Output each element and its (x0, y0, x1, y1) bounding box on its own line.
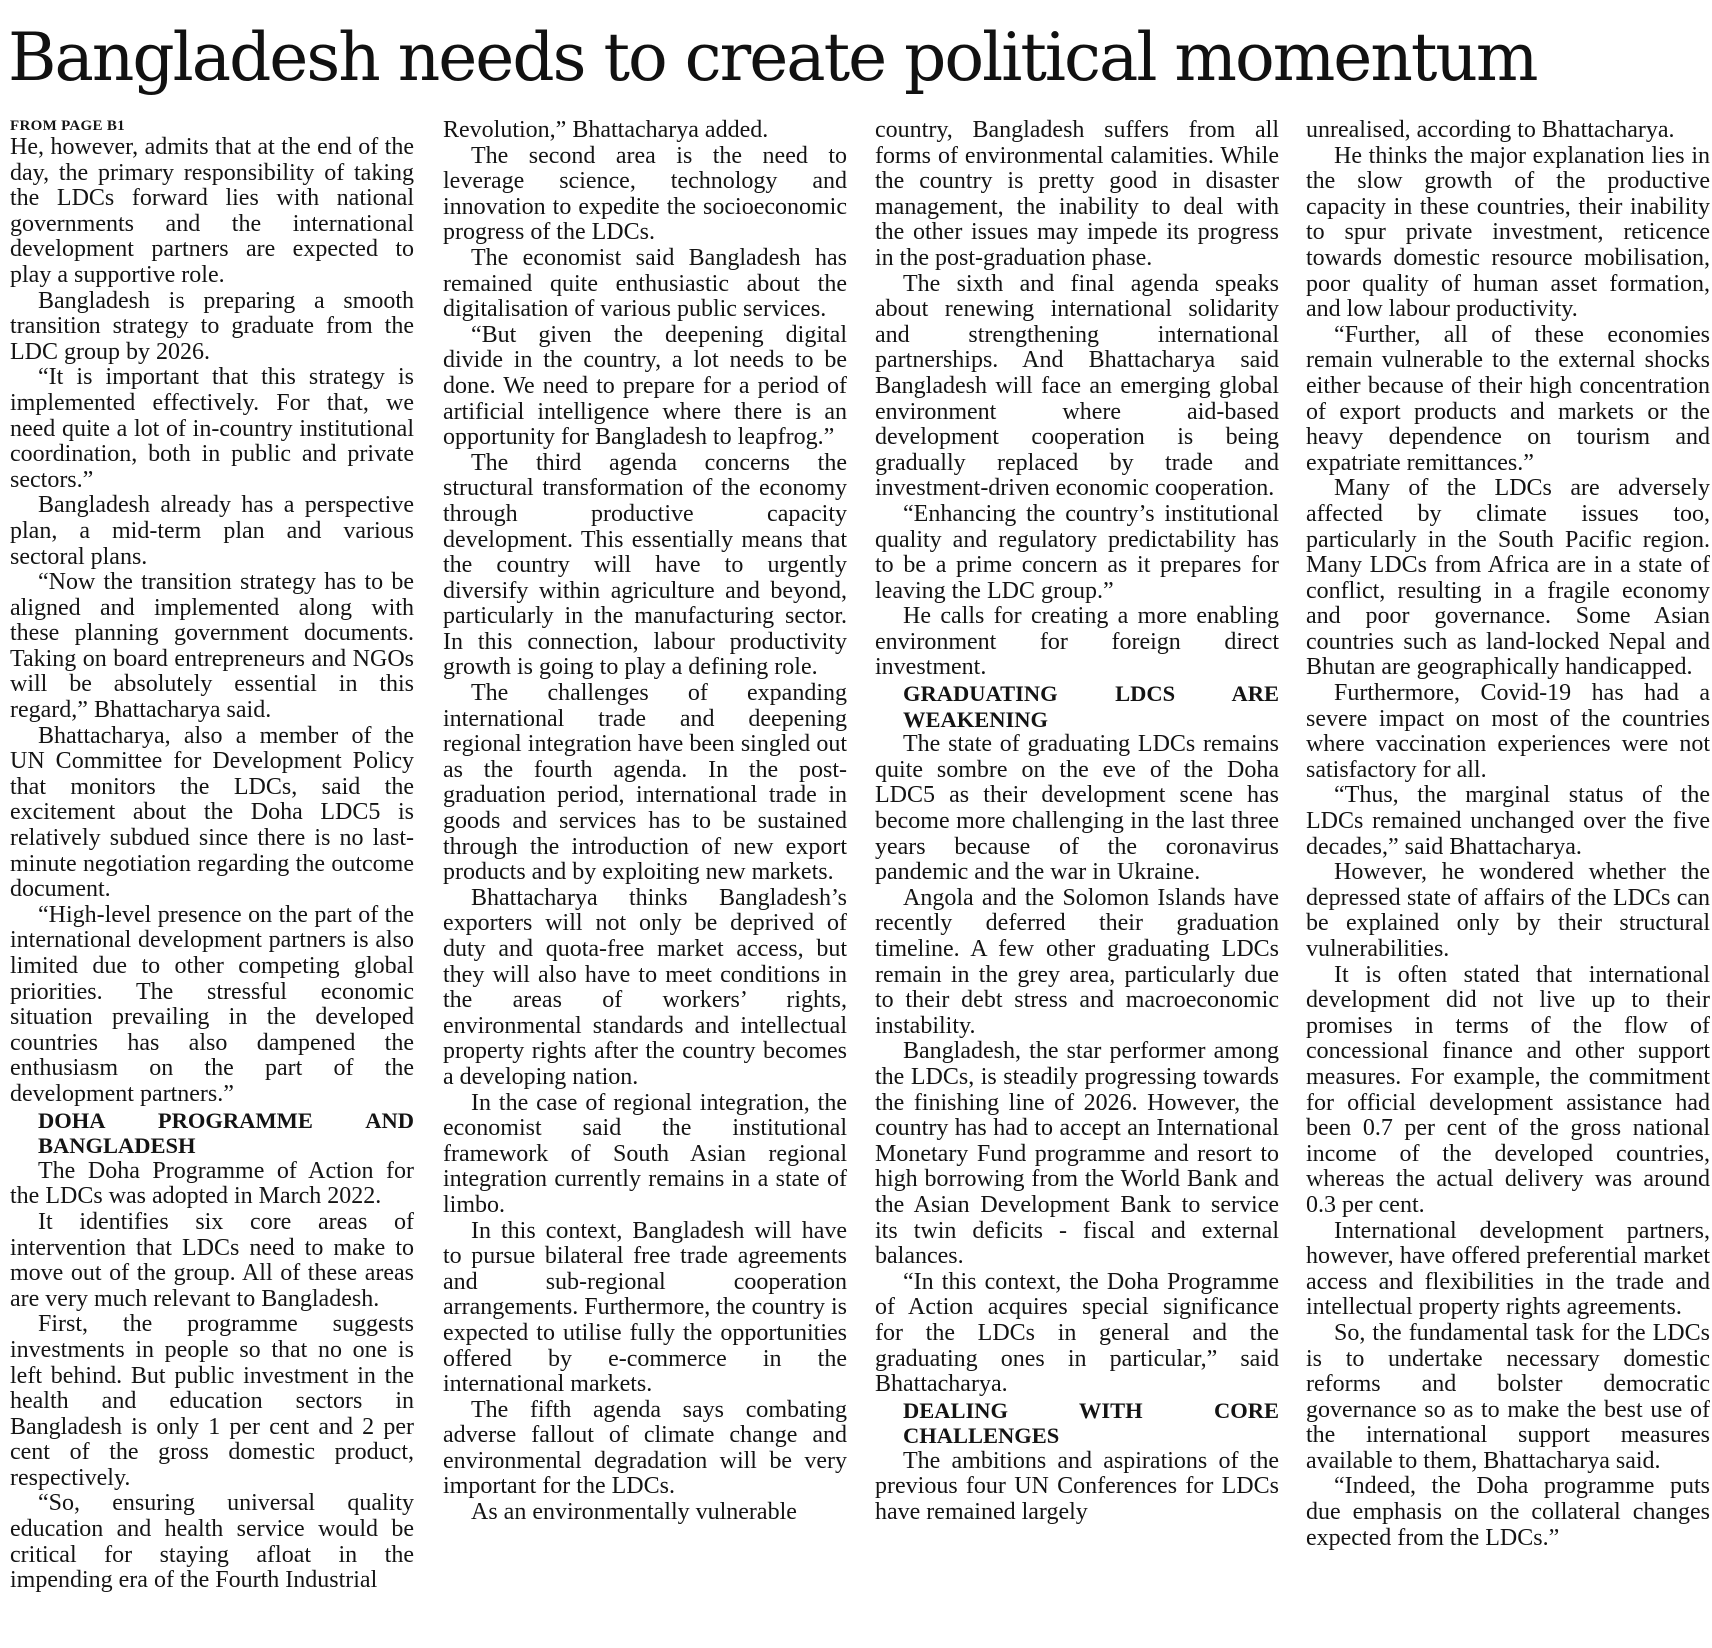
article-paragraph: The Doha Programme of Action for the LDCs was adopted in March 2022. (10, 1157, 414, 1210)
article-paragraph: Furthermore, Covid-19 has had a severe impact on most of the countries where vaccination experiences were not satisfactory for all. (1306, 680, 1710, 783)
article-paragraph: He calls for creating a more enabling environment for foreign direct investment. (875, 603, 1279, 681)
jump-line: FROM PAGE B1 (10, 118, 125, 134)
article-paragraph: He thinks the major explanation lies in the slow growth of the productive capacity in these countries, their inability to spur private investment, reticence towards domestic resource mobilisation, poor quality of human asset formation, and low labour productivity. (1306, 142, 1710, 323)
article-paragraph: However, he wondered whether the depressed state of affairs of the LDCs can be explained only by their structural vulnerabilities. (1306, 859, 1710, 962)
article-paragraph: The sixth and final agenda speaks about renewing international solidarity and strengthening international partnerships. And Bhattacharya said Bangladesh will face an emerging global environment where aid-based development cooperation is being gradually replaced by trade and investment-driven economic cooperation. (875, 270, 1279, 502)
article-paragraph: It identifies six core areas of intervention that LDCs need to make to move out of the group. All of these areas are very much relevant to Bangladesh. (10, 1208, 414, 1312)
article-column-2 (443, 118, 847, 1644)
article-paragraph: Bangladesh is preparing a smooth transition strategy to graduate from the LDC group by 2026. (10, 287, 414, 365)
article-paragraph: As an environmentally vulnerable (471, 1499, 797, 1526)
article-paragraph: “It is important that this strategy is implemented effectively. For that, we need quite a lot of in-country institutional coordination, both in public and private sectors.” (10, 364, 414, 493)
article-paragraph: “Now the transition strategy has to be aligned and implemented along with these planning government documents. Taking on board entrepreneurs and NGOs will be absolutely essential in this regard,” Bhattacharya said. (10, 569, 414, 724)
article-paragraph: He, however, admits that at the end of the day, the primary responsibility of taking the LDCs forward lies with national governments and the international development partners are expected to play a supportive role. (10, 134, 414, 288)
article-paragraph: In the case of regional integration, the economist said the institutional framework of South Asian regional integration currently remains in a state of limbo. (443, 1089, 847, 1218)
article-paragraph: The economist said Bangladesh has remained quite enthusiastic about the digitalisation of various public services. (443, 244, 847, 323)
article-paragraph: The ambitions and aspirations of the previous four UN Conferences for LDCs have remained largely (875, 1447, 1279, 1526)
article-paragraph: The challenges of expanding international trade and deepening regional integration have been singled out as the fourth agenda. In the post-graduation period, international trade in goods and services has to be sustained through the introduction of new export products and by exploiting new markets. (443, 680, 847, 886)
article-paragraph: The second area is the need to leverage science, technology and innovation to expedite the socioeconomic progress of the LDCs. (443, 142, 847, 246)
section-subheading: DOHA PROGRAMME AND BANGLADESH (38, 1107, 414, 1159)
article-paragraph: So, the fundamental task for the LDCs is to undertake necessary domestic reforms and bolster democratic governance so as to make the best use of the international support measures available to them, Bhattacharya said. (1306, 1319, 1710, 1474)
article-paragraph: The state of graduating LDCs remains quite sombre on the eve of the Doha LDC5 as their development scene has become more challenging in the last three years because of the coronavirus pandemic and the war in Ukraine. (875, 731, 1279, 886)
article-paragraph: First, the programme suggests investments in people so that no one is left behind. But public investment in the health and education sectors in Bangladesh is only 1 per cent and 2 per cent of the gross domestic product, respectively. (10, 1311, 414, 1491)
article-paragraph: Bhattacharya thinks Bangladesh’s exporters will not only be deprived of duty and quota-free market access, but they will also have to meet conditions in the areas of workers’ rights, environmental standards and intellectual property rights after the country becomes a developing nation. (443, 884, 847, 1090)
article-paragraph: International development partners, however, have offered preferential market access and flexibilities in the trade and intellectual property rights agreements. (1306, 1217, 1710, 1321)
article-column-4 (1306, 118, 1710, 1644)
article-paragraph: Bangladesh, the star performer among the LDCs, is steadily progressing towards the finishing line of 2026. However, the country has had to accept an International Monetary Fund programme and resort to high borrowing from the World Bank and the Asian Development Bank to service its twin deficits - fiscal and external balances. (875, 1038, 1279, 1270)
article-column-3 (875, 118, 1279, 1644)
article-paragraph: “Further, all of these economies remain vulnerable to the external shocks either because of their high concentration of export products and markets or the heavy dependence on tourism and expatriate remittances.” (1306, 321, 1710, 476)
article-paragraph: In this context, Bangladesh will have to pursue bilateral free trade agreements and sub-regional cooperation arrangements. Furthermore, the country is expected to utilise fully the opportunities offered by e-commerce in the international markets. (443, 1217, 847, 1398)
article-paragraph: Bhattacharya, also a member of the UN Committee for Development Policy that monitors the LDCs, said the excitement about the Doha LDC5 is relatively subdued since there is no last-minute negotiation regarding the outcome document. (10, 722, 414, 903)
article-paragraph: “So, ensuring universal quality education and health service would be critical for staying afloat in the impending era of the Fourth Industrial (10, 1490, 414, 1594)
article-paragraph: Many of the LDCs are adversely affected by climate issues too, particularly in the South Pacific region. Many LDCs from Africa are in a state of conflict, resulting in a fragile economy and poor governance. Some Asian countries such as land-locked Nepal and Bhutan are geographically handicapped. (1306, 475, 1710, 681)
article-paragraph: Revolution,” Bhattacharya added. (443, 118, 769, 143)
article-column-1 (10, 118, 414, 1644)
article-paragraph: “High-level presence on the part of the international development partners is also limited due to other competing global priorities. The stressful economic situation prevailing in the developed countries has also dampened the enthusiasm on the part of the development partners.” (10, 901, 414, 1107)
article-paragraph: Bangladesh already has a perspective plan, a mid-term plan and various sectoral plans. (10, 492, 414, 570)
article-paragraph: “Thus, the marginal status of the LDCs remained unchanged over the five decades,” said Bhattacharya. (1306, 782, 1710, 860)
section-subheading: GRADUATING LDCS ARE WEAKENING (903, 681, 1279, 732)
article-paragraph: country, Bangladesh suffers from all forms of environmental calamities. While the country is pretty good in disaster management, the inability to deal with the other issues may impede its progress in the post-graduation phase. (875, 118, 1279, 271)
article-paragraph: The third agenda concerns the structural transformation of the economy through productive capacity development. This essentially means that the country will have to urgently diversify within agriculture and beyond, particularly in the manufacturing sector. In this connection, labour productivity growth is going to play a defining role. (443, 449, 847, 681)
article-paragraph: The fifth agenda says combating adverse fallout of climate change and environmental degradation will be very important for the LDCs. (443, 1396, 847, 1500)
article-paragraph: “But given the deepening digital divide in the country, a lot needs to be done. We need to prepare for a period of artificial intelligence where there is an opportunity for Bangladesh to leapfrog.” (443, 321, 847, 451)
article-paragraph: “In this context, the Doha Programme of Action acquires special significance for the LDCs in general and the graduating ones in particular,” said Bhattacharya. (875, 1268, 1279, 1398)
article-paragraph: “Indeed, the Doha programme puts due emphasis on the collateral changes expected from the LDCs.” (1306, 1473, 1710, 1551)
section-subheading: DEALING WITH CORE CHALLENGES (903, 1397, 1279, 1449)
article-paragraph: Angola and the Solomon Islands have recently deferred their graduation timeline. A few other graduating LDCs remain in the grey area, particularly due to their debt stress and macroeconomic instability. (875, 884, 1279, 1039)
article-paragraph: It is often stated that international development did not live up to their promises in terms of the flow of concessional finance and other support measures. For example, the commitment for official development assistance had been 0.7 per cent of the gross national income of the developed countries, whereas the actual delivery was around 0.3 per cent. (1306, 961, 1710, 1218)
page-headline: Bangladesh needs to create political momentum (8, 19, 1537, 96)
article-paragraph: unrealised, according to Bhattacharya. (1306, 118, 1675, 143)
article-paragraph: “Enhancing the country’s institutional quality and regulatory predictability has to be a prime concern as it prepares for leaving the LDC group.” (875, 500, 1279, 604)
